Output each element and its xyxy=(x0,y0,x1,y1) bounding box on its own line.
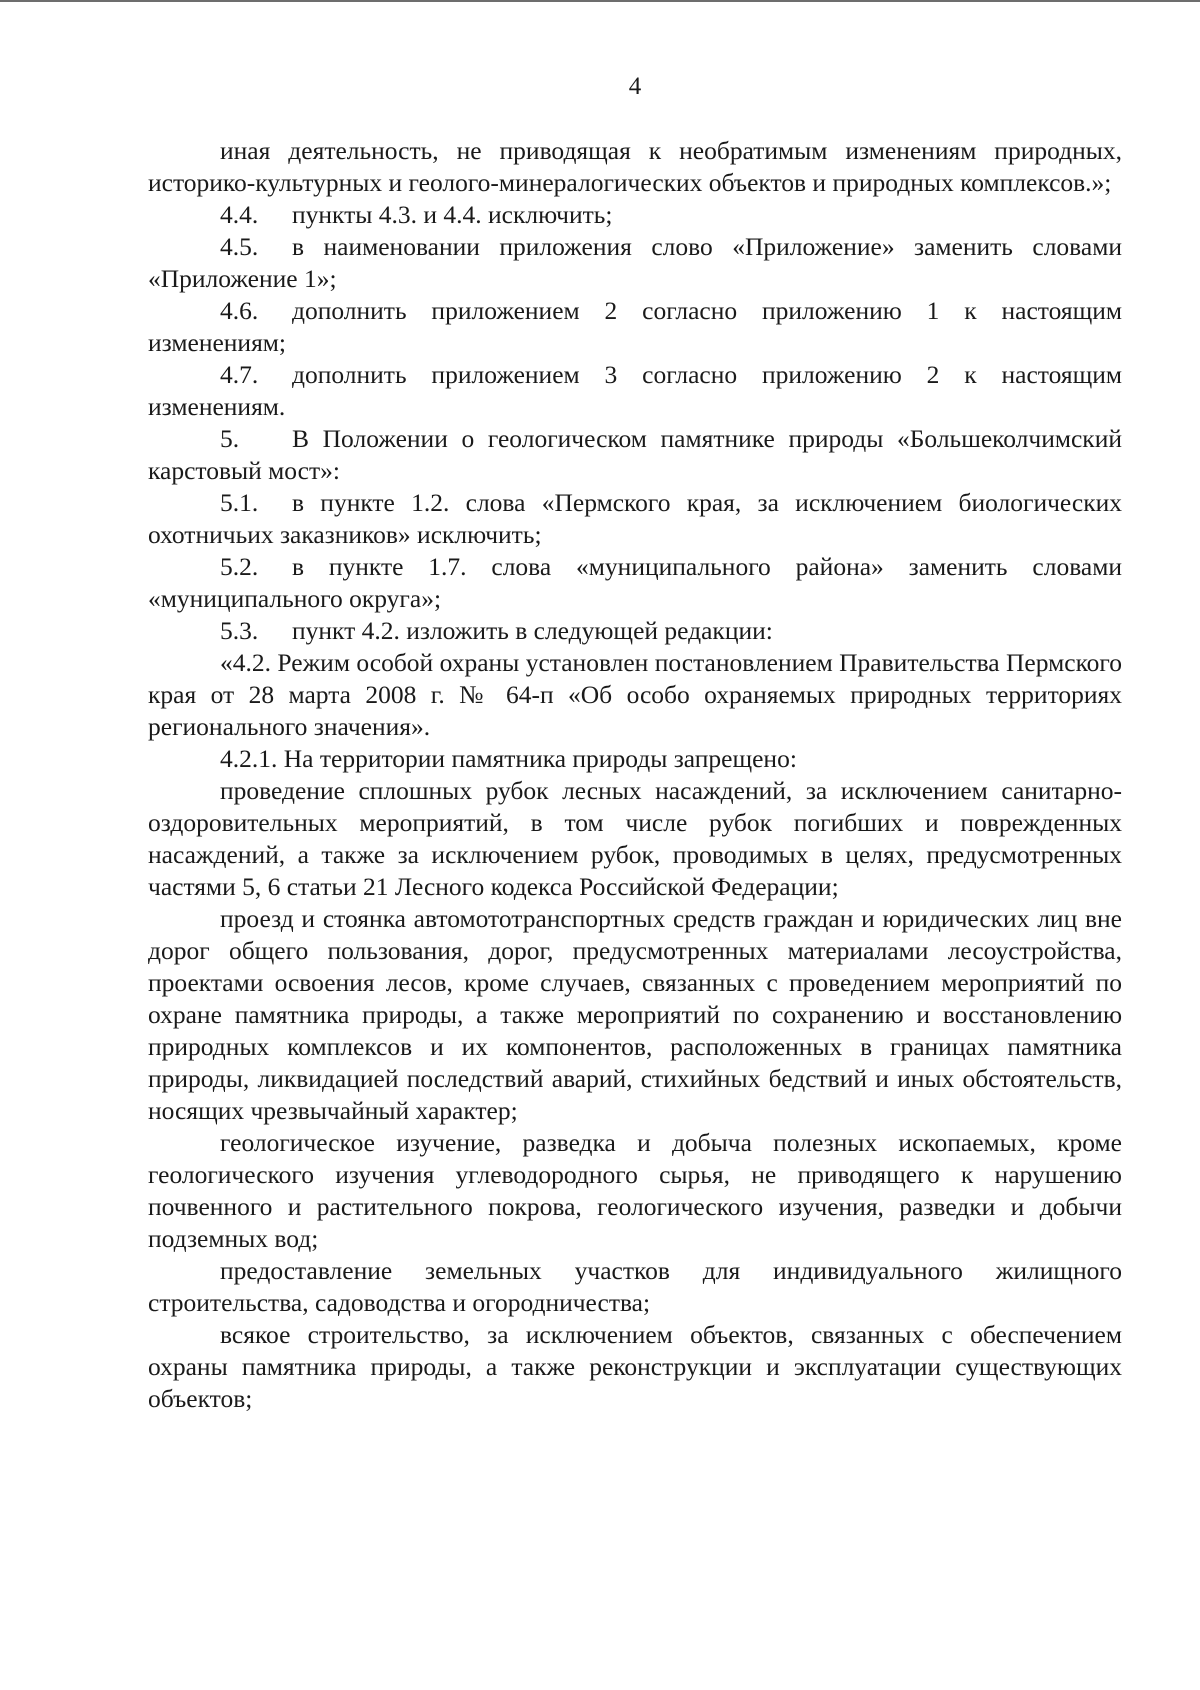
paragraph-text: предоставление земельных участков для индивидуального жилищного строительства, садоводства и огородничества; xyxy=(148,1256,1122,1317)
paragraph-text: пункты 4.3. и 4.4. исключить; xyxy=(292,200,613,229)
document-paragraph xyxy=(148,647,1122,743)
document-paragraph xyxy=(148,359,1122,423)
clause-number: 4.7. xyxy=(220,360,259,389)
paragraph-text: в наименовании приложения слово «Приложение» заменить словами «Приложение 1»; xyxy=(148,232,1122,293)
paragraph-text: иная деятельность, не приводящая к необратимым изменениям природных, историко-культурных и геолого-минералогических объектов и природных комплексов.»; xyxy=(148,136,1122,197)
scan-top-edge xyxy=(0,0,1200,2)
document-paragraph xyxy=(148,903,1122,1127)
document-paragraph xyxy=(148,199,1122,231)
paragraph-text: пункт 4.2. изложить в следующей редакции: xyxy=(292,616,773,645)
clause-number: 5. xyxy=(220,424,240,453)
document-paragraph xyxy=(148,615,1122,647)
paragraph-text: «4.2. Режим особой охраны установлен постановлением Правительства Пермского края от 28 марта 2008 г. № 64-п «Об особо охраняемых природных территориях регионального значения». xyxy=(148,648,1122,741)
document-paragraph xyxy=(148,487,1122,551)
document-paragraph xyxy=(148,423,1122,487)
document-paragraph xyxy=(148,1127,1122,1255)
clause-number: 5.3. xyxy=(220,616,259,645)
paragraph-text: всякое строительство, за исключением объектов, связанных с обеспечением охраны памятника природы, а также реконструкции и эксплуатации существующих объектов; xyxy=(148,1320,1122,1413)
clause-number: 4.5. xyxy=(220,232,259,261)
paragraph-text: геологическое изучение, разведка и добыча полезных ископаемых, кроме геологического изучения углеводородного сырья, не приводящего к нарушению почвенного и растительного покрова, геологического изучения, разведки и добычи подземных вод; xyxy=(148,1128,1122,1253)
clause-number: 4.4. xyxy=(220,200,259,229)
document-paragraph xyxy=(148,295,1122,359)
document-body xyxy=(148,135,1122,1415)
paragraph-text: дополнить приложением 3 согласно приложению 2 к настоящим изменениям. xyxy=(148,360,1122,421)
paragraph-text: в пункте 1.2. слова «Пермского края, за исключением биологических охотничьих заказников» исключить; xyxy=(148,488,1122,549)
document-paragraph xyxy=(148,775,1122,903)
paragraph-text: проезд и стоянка автомототранспортных средств граждан и юридических лиц вне дорог общего пользования, дорог, предусмотренных материалами лесоустройства, проектами освоения лесов, кроме случаев, связанных с проведением мероприятий по охране памятника природы, а также мероприятий по сохранению и восстановлению природных комплексов и их компонентов, расположенных в границах памятника природы, ликвидацией последствий аварий, стихийных бедствий и иных обстоятельств, носящих чрезвычайный характер; xyxy=(148,904,1122,1125)
document-paragraph xyxy=(148,1255,1122,1319)
page-number: 4 xyxy=(628,73,642,100)
clause-number: 5.2. xyxy=(220,552,259,581)
clause-number: 5.1. xyxy=(220,488,259,517)
document-paragraph xyxy=(148,551,1122,615)
document-paragraph xyxy=(148,231,1122,295)
paragraph-text: дополнить приложением 2 согласно приложению 1 к настоящим изменениям; xyxy=(148,296,1122,357)
paragraph-text: проведение сплошных рубок лесных насаждений, за исключением санитарно-оздоровительных мероприятий, в том числе рубок погибших и поврежденных насаждений, а также за исключением рубок, проводимых в целях, предусмотренных частями 5, 6 статьи 21 Лесного кодекса Российской Федерации; xyxy=(148,776,1122,901)
clause-number: 4.6. xyxy=(220,296,259,325)
document-paragraph xyxy=(148,743,1122,775)
paragraph-text: В Положении о геологическом памятнике природы «Большеколчимский карстовый мост»: xyxy=(148,424,1122,485)
paragraph-text: 4.2.1. На территории памятника природы запрещено: xyxy=(220,744,797,773)
document-paragraph xyxy=(148,135,1122,199)
document-paragraph xyxy=(148,1319,1122,1415)
paragraph-text: в пункте 1.7. слова «муниципального района» заменить словами «муниципального округа»; xyxy=(148,552,1122,613)
